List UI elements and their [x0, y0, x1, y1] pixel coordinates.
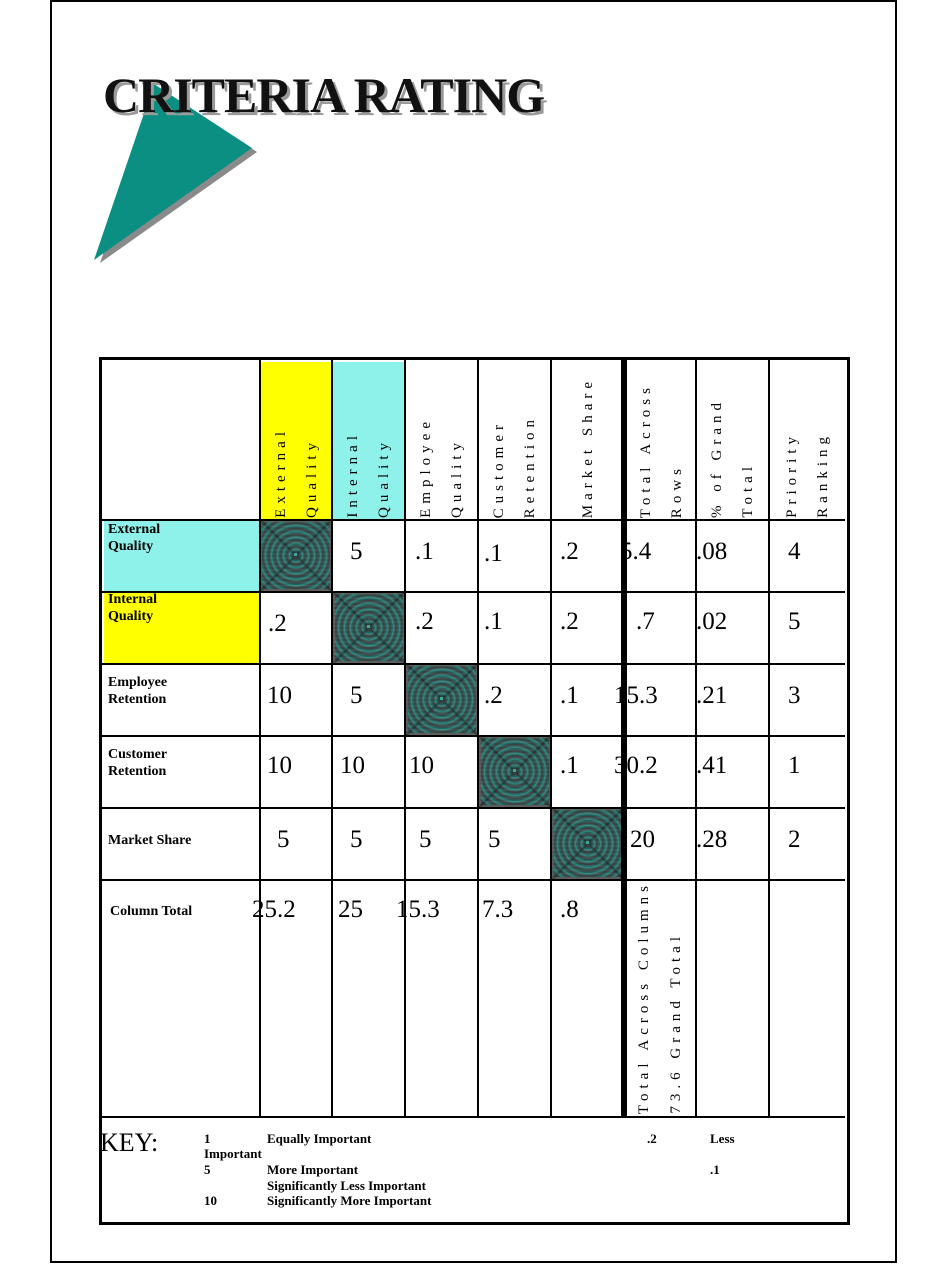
table-cell: .1	[560, 752, 579, 779]
key-value: 10	[204, 1193, 217, 1208]
key-value-right: .2	[647, 1131, 657, 1146]
table-cell: 3	[788, 682, 801, 709]
table-cell: 10	[340, 752, 365, 779]
column-header-percent-grand-total: % of Grand Total	[709, 398, 756, 518]
key-wrap-text: Important	[204, 1146, 262, 1161]
total-across-columns-label: Total Across Columns 73.6 Grand Total	[636, 880, 684, 1114]
key-value: 5	[204, 1162, 211, 1177]
table-cell: .2	[560, 608, 579, 635]
key-text: Equally Important	[267, 1131, 372, 1146]
key-text: Significantly More Important	[267, 1193, 432, 1208]
column-header-total-across-rows: Total Across Rows	[637, 382, 685, 518]
key-value-right: .1	[710, 1162, 720, 1177]
row-label-external-quality: External Quality	[108, 522, 161, 554]
column-total-cell: 25	[338, 896, 363, 923]
row-label-customer-retention: Customer Retention	[108, 747, 168, 779]
table-cell: .7	[636, 608, 655, 635]
key-text-right: Less	[710, 1131, 735, 1146]
column-total-cell: 15.3	[396, 896, 440, 923]
table-cell: .02	[696, 608, 728, 635]
table-cell: 10	[409, 752, 434, 779]
table-cell: .41	[696, 752, 728, 779]
table-cell: 5	[350, 682, 363, 709]
table-cell: .1	[484, 540, 503, 567]
table-cell: 15.3	[614, 682, 658, 709]
table-cell: 5	[488, 826, 501, 853]
table-cell: 5	[419, 826, 432, 853]
table-cell: 2	[788, 826, 801, 853]
table-cell: .1	[484, 608, 503, 635]
table-cell: .2	[268, 610, 287, 637]
row-label-column-total: Column Total	[110, 904, 193, 919]
table-cell: 5.4	[620, 538, 652, 565]
column-header-internal-quality: Internal Quality	[345, 431, 392, 518]
column-header-customer-retention: Customer Retention	[491, 414, 538, 518]
table-cell: 20	[630, 826, 655, 853]
column-header-market-share: Market Share	[579, 376, 596, 518]
key-value: 1	[204, 1131, 211, 1146]
table-cell: 5	[277, 826, 290, 853]
page-title: CRITERIA RATING	[103, 67, 545, 123]
table-cell: 1	[788, 752, 801, 779]
table-cell: 5	[350, 538, 363, 565]
table-cell: .08	[696, 538, 728, 565]
key-label: KEY:	[100, 1128, 159, 1157]
column-total-cell: 7.3	[482, 896, 514, 923]
column-total-cell: 25.2	[252, 896, 296, 923]
row-label-employee-retention: Employee Retention	[108, 675, 168, 707]
row-label-market-share: Market Share	[108, 833, 192, 848]
table-cell: .1	[415, 538, 434, 565]
table-cell: .2	[484, 682, 503, 709]
table-cell: .2	[415, 608, 434, 635]
table-cell: .21	[696, 682, 728, 709]
column-total-cell: .8	[560, 896, 579, 923]
table-cell: .28	[696, 826, 728, 853]
column-header-external-quality: External Quality	[272, 427, 320, 518]
key-extra-text: Significantly Less Important	[267, 1178, 426, 1193]
table-cell: 30.2	[614, 752, 658, 779]
column-header-employee-quality: Employee Quality	[418, 417, 465, 518]
table-cell: 5	[350, 826, 363, 853]
table-cell: .2	[560, 538, 579, 565]
table-cell: 4	[788, 538, 801, 565]
row-label-internal-quality: Internal Quality	[108, 592, 157, 624]
column-header-priority-ranking: Priority Ranking	[783, 432, 831, 518]
table-cell: 10	[267, 682, 292, 709]
key-text: More Important	[267, 1162, 359, 1177]
table-cell: 10	[267, 752, 292, 779]
table-cell: 5	[788, 608, 801, 635]
table-cell: .1	[560, 682, 579, 709]
